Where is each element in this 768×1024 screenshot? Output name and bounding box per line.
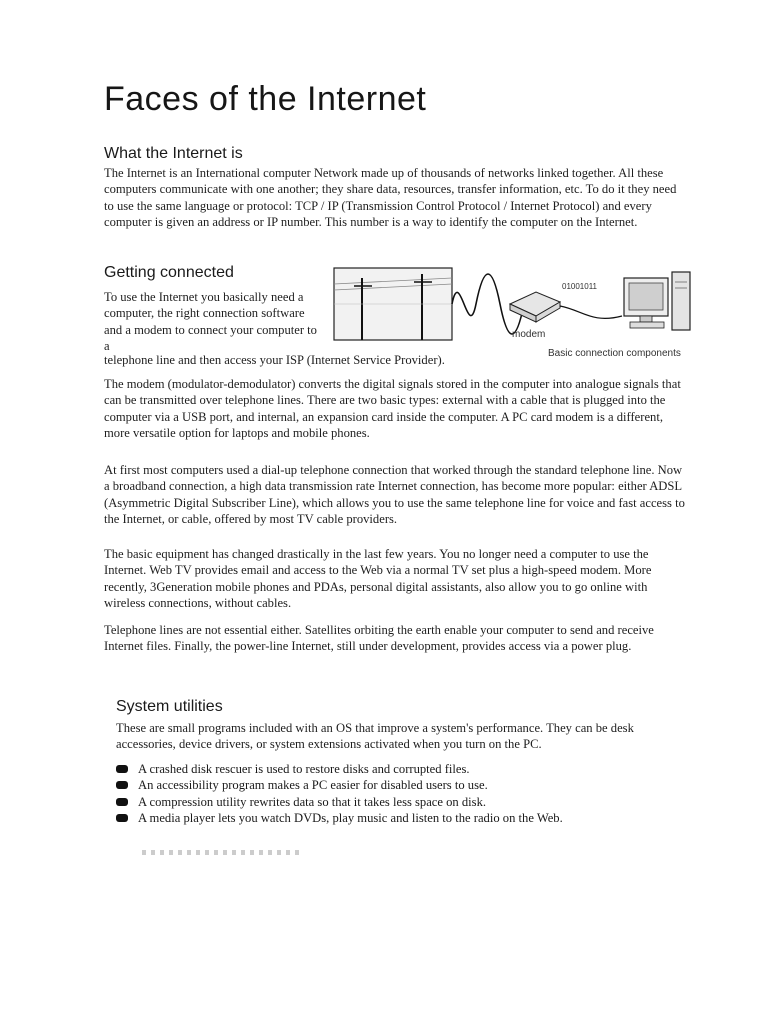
diagram-caption: Basic connection components bbox=[548, 348, 681, 359]
list-item-text: A media player lets you watch DVDs, play music and listen to the radio on the Web. bbox=[138, 811, 563, 826]
list-item-text: An accessibility program makes a PC easier for disabled users to use. bbox=[138, 778, 488, 793]
bullet-icon bbox=[116, 798, 128, 806]
paragraph-basic-equipment: The basic equipment has changed drastically in the last few years. You no longer need a computer to use the Internet. Web TV provides email and access to the Web via a normal TV set plus a high-speed modem. More recently, 3Generation mobile phones and PDAs, personal digital assistants, also allow you to go online with wireless connections, without cables. bbox=[104, 547, 652, 611]
bullet-icon bbox=[116, 814, 128, 822]
utilities-list bbox=[116, 761, 688, 827]
modem-icon bbox=[510, 292, 560, 322]
bullet-icon bbox=[116, 765, 128, 773]
paragraph-dial-up-broadband: At first most computers used a dial-up telephone connection that worked through the standard telephone line. Now a broadband connection, a high data transmission rate Internet connection, has become more popular: either ADSL (Asymmetric Digital Subscriber Line), which allows you to use the same telephone line for voice and fast access to the Internet, or cable, offered by most TV cable providers. bbox=[104, 463, 685, 527]
paragraph-system-utilities: These are small programs included with an OS that improve a system's performance. They can be desk accessories, device drivers, or system extensions activated when you turn on the PC. bbox=[116, 721, 634, 752]
page-title: Faces of the Internet bbox=[104, 80, 427, 118]
modem-label: modem bbox=[512, 329, 546, 340]
list-item-text: A compression utility rewrites data so that it takes less space on disk. bbox=[138, 794, 487, 809]
list-item bbox=[116, 810, 688, 826]
paragraph-getting-connected-intro-cont: telephone line and then access your ISP (Internet Service Provider). bbox=[104, 353, 445, 367]
bullet-icon bbox=[116, 781, 128, 789]
list-item-text: A crashed disk rescuer is used to restore disks and corrupted files. bbox=[138, 762, 470, 776]
footer-smudge bbox=[142, 850, 302, 855]
computer-icon bbox=[624, 272, 690, 330]
paragraph-getting-connected-intro: To use the Internet you basically need a computer, the right connection software and a modem to connect your computer to a bbox=[104, 290, 317, 354]
telephone-pole-icon bbox=[334, 268, 452, 340]
section-heading-what-internet-is: What the Internet is bbox=[104, 145, 243, 162]
list-item bbox=[116, 777, 688, 793]
section-heading-getting-connected: Getting connected bbox=[104, 264, 234, 281]
paragraph-telephone-lines: Telephone lines are not essential either. Satellites orbiting the earth enable your computer to send and receive Internet files. Finally, the power-line Internet, still under development, provides access via a power plug. bbox=[104, 623, 654, 654]
digital-bits-label: 01001011 bbox=[562, 282, 597, 291]
section-heading-system-utilities: System utilities bbox=[116, 698, 223, 715]
paragraph-what-internet-is: The Internet is an International computer Network made up of thousands of networks linked together. All these computers communicate with one another; they share data, resources, transfer information, etc. To do it they need to use the same language or protocol: TCP / IP (Transmission Control Protocol / Internet Protocol) and every computer is given an address or IP number. This number is a way to identify the computer on the Internet. bbox=[104, 166, 677, 230]
digital-cable-icon bbox=[560, 306, 622, 318]
paragraph-modem: The modem (modulator-demodulator) converts the digital signals stored in the computer into analogue signals that can be transmitted over telephone lines. There are two basic types: external with a cable that is plugged into the computer via a USB port, and internal, an expansion card inside the computer. A PC card modem is a different, more versatile option for laptops and mobile phones. bbox=[104, 377, 681, 441]
list-item bbox=[116, 761, 688, 777]
list-item bbox=[116, 794, 688, 810]
